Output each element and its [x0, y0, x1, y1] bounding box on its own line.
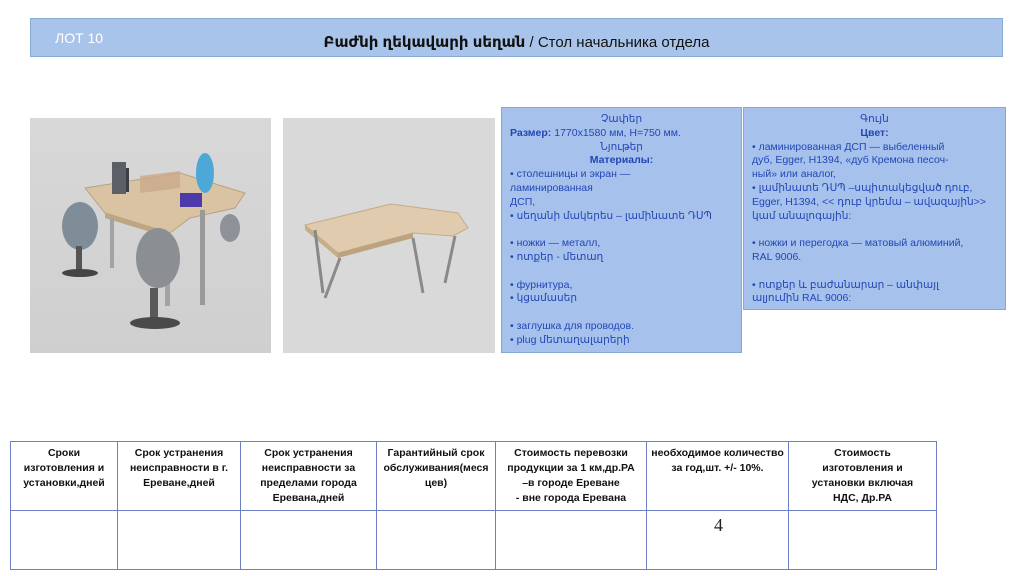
table-cell: [377, 511, 496, 570]
header-cell-warranty: [377, 442, 496, 511]
header-cell-quantity: [647, 442, 789, 511]
page-title: [31, 33, 1002, 51]
header-cell-production-time: [11, 442, 118, 511]
header-text: Срок устранения: [264, 447, 353, 459]
color-heading-russian: Цвет:: [860, 126, 889, 139]
color-line: • լամինատե ԴՍՊ –սպիտակեցված դուբ,: [752, 181, 973, 194]
color-box: [743, 107, 1006, 310]
color-line: Egger, H1394, << դուբ կրեմա – ավազային>>: [752, 195, 986, 208]
header-text: обслуживания(меся: [383, 462, 489, 474]
table-cell: [496, 511, 647, 570]
material-line: • фурнитура,: [510, 278, 573, 291]
header-text: изготовления и: [822, 462, 903, 474]
header-text: пределами города: [260, 477, 357, 489]
size-label: Размер:: [510, 126, 552, 139]
color-heading-armenian: Գույն: [860, 113, 889, 125]
desk-photo: [283, 118, 495, 353]
table-cell: [241, 511, 377, 570]
table-cell: [118, 511, 241, 570]
spacer: [510, 265, 733, 279]
header-text: неисправности в г.: [129, 462, 229, 474]
materials-heading-armenian: Նյութեր: [600, 140, 643, 153]
material-line: • ոտքեր - մետաղ: [510, 250, 604, 263]
material-line: • սեղանի մակերես – լամինատե ԴՍՊ: [510, 209, 712, 222]
header-text: Срок устранения: [134, 447, 224, 459]
lot-label: ЛОТ 10: [55, 30, 104, 46]
table-cell: [789, 511, 937, 570]
header-text: Стоимость перевозки: [514, 447, 628, 459]
material-line: • plug մետաղալարերի: [510, 333, 630, 346]
header-text: необходимое количество: [651, 447, 784, 459]
materials-heading-russian: Материалы:: [589, 154, 654, 167]
header-cell-transport-cost: [496, 442, 647, 511]
color-line: RAL 9006.: [752, 250, 802, 263]
material-line: • столешницы и экран —: [510, 168, 631, 181]
header-text: цев): [424, 477, 448, 489]
spacer: [510, 223, 733, 237]
header-text: Еревана,дней: [272, 492, 345, 504]
material-line: • կցամասեր: [510, 292, 577, 305]
desk-illustration: [283, 118, 495, 353]
spacer: [510, 306, 733, 320]
dimensions-heading-armenian: Չափեր: [600, 113, 643, 125]
header-text: –в городе Ереване: [522, 477, 620, 489]
header-text: изготовления и: [23, 462, 105, 474]
size-value: 1770x1580 мм, H=750 мм.: [551, 126, 681, 139]
title-bar: [30, 18, 1003, 57]
material-line: • ножки — металл,: [510, 237, 601, 250]
table-row: [11, 511, 937, 570]
header-text: за год,шт. +/- 10%.: [671, 462, 764, 474]
color-line: ный» или аналог,: [752, 168, 836, 181]
header-cell-repair-yerevan: [118, 442, 241, 511]
header-text: - вне города Еревана: [515, 492, 627, 504]
header-text: неисправности за: [261, 462, 356, 474]
title-separator: /: [525, 34, 538, 51]
page-number: 4: [714, 515, 723, 535]
header-text: установки,дней: [23, 477, 105, 489]
header-cell-total-cost: [789, 442, 937, 511]
header-text: Сроки: [47, 447, 81, 459]
size-line: [510, 127, 733, 141]
color-line: • ламинированная ДСП — выбеленный: [752, 140, 945, 153]
material-line: ДСП,: [510, 195, 536, 208]
material-line: • заглушка для проводов.: [510, 319, 634, 332]
header-text: Ереване,дней: [143, 477, 215, 489]
workstation-illustration: [30, 118, 271, 353]
workstation-photo: [30, 118, 271, 353]
header-text: НДС, Др.РА: [833, 492, 892, 504]
spacer: [752, 223, 997, 237]
header-text: Гарантийный срок: [387, 447, 485, 459]
material-line: ламинированная: [510, 181, 593, 194]
header-cell-repair-outside: [241, 442, 377, 511]
header-text: установки включая: [811, 477, 914, 489]
color-line: дуб, Egger, H1394, «дуб Кремона песоч-: [752, 154, 949, 167]
table-header-row: [11, 442, 937, 511]
title-russian: Стол начальника отдела: [537, 34, 710, 51]
title-armenian: Բաժնի ղեկավարի սեղան: [323, 34, 526, 51]
color-line: • ոտքեր և բաժանարար – անփայլ: [752, 278, 939, 291]
color-line: կամ անալոգային:: [752, 209, 852, 222]
dimensions-materials-box: [501, 107, 742, 353]
header-text: продукции за 1 км,др.РА: [507, 462, 635, 474]
color-line: • ножки и перегодка — матовый алюминий,: [752, 237, 964, 250]
spacer: [752, 265, 997, 279]
header-text: Стоимость: [834, 447, 891, 459]
color-line: ալյումին RAL 9006:: [752, 292, 852, 305]
specification-table: [10, 441, 937, 570]
table-cell: [11, 511, 118, 570]
